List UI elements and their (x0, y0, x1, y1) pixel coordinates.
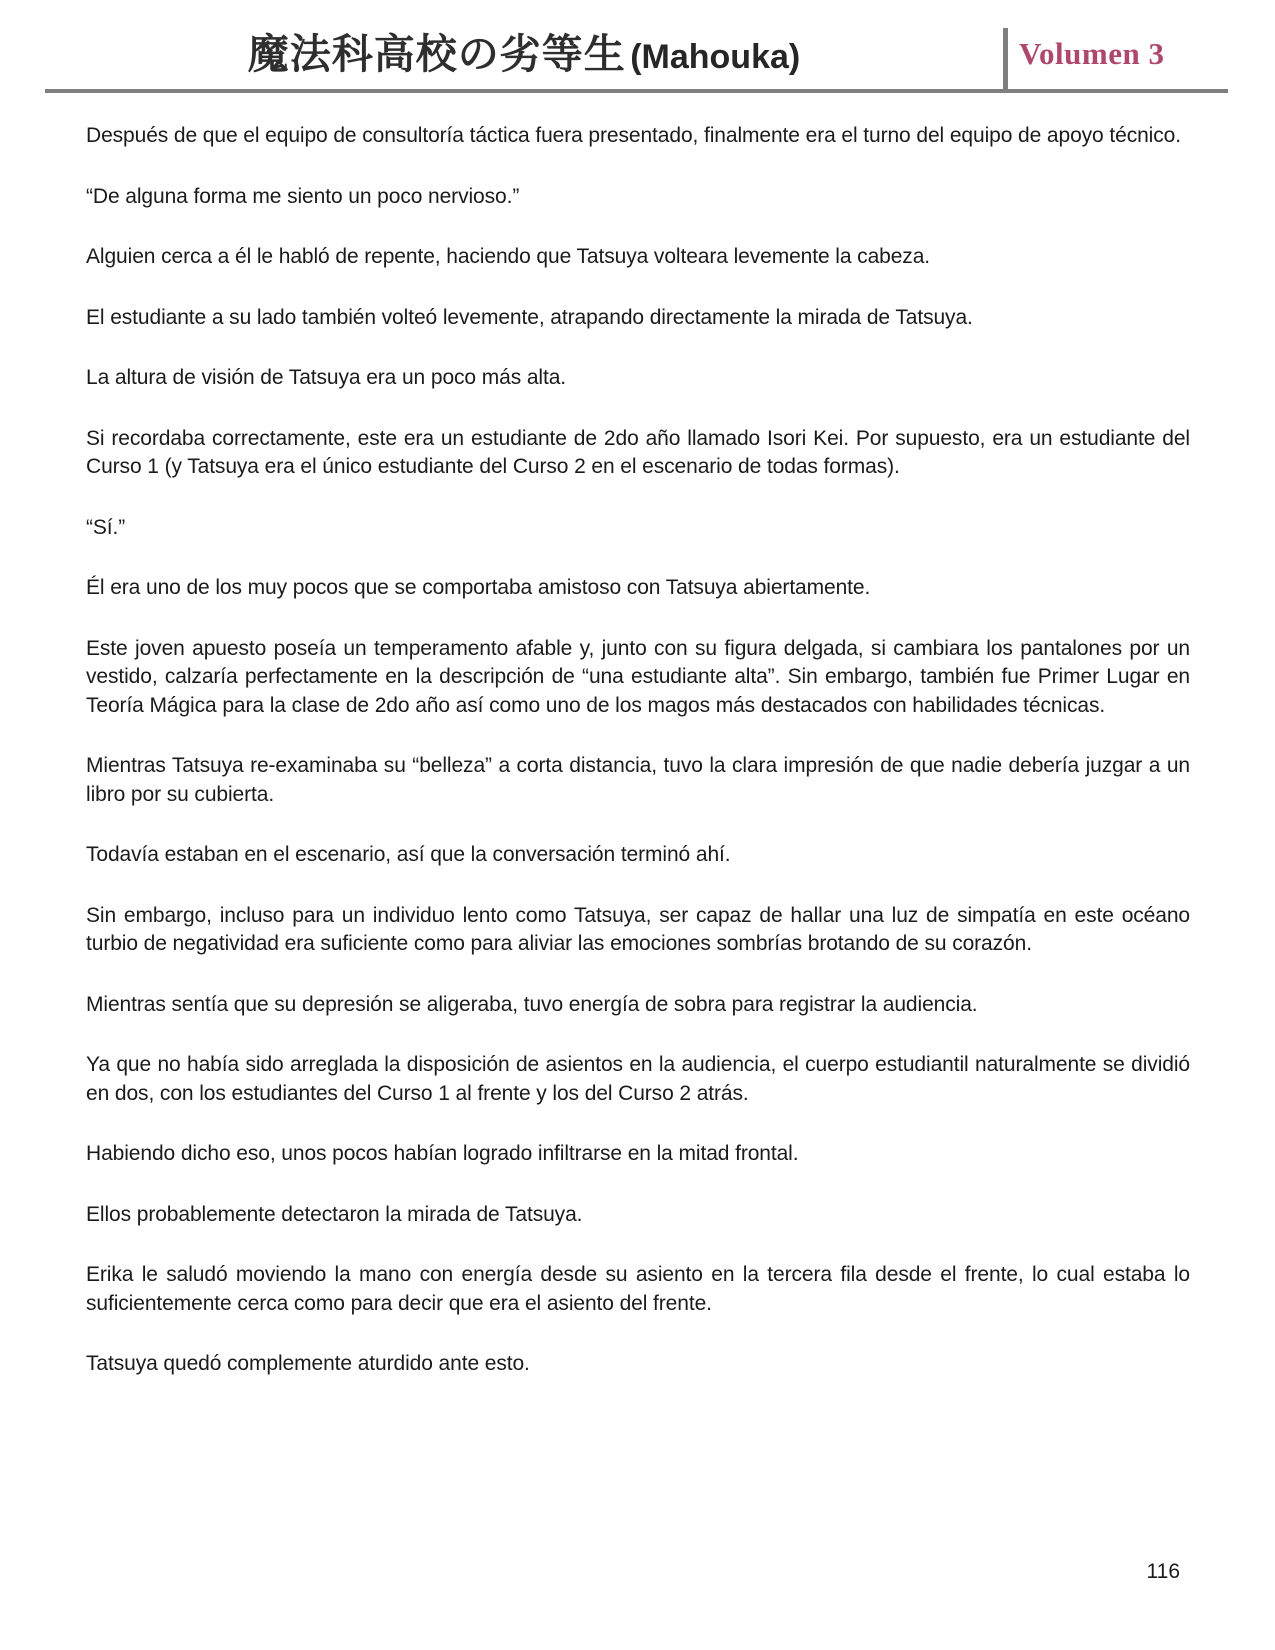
paragraph: Todavía estaban en el escenario, así que la conversación terminó ahí. (86, 843, 731, 866)
paragraph: Habiendo dicho eso, unos pocos habían logrado infiltrarse en la mitad frontal. (86, 1142, 799, 1165)
document-title-japanese: 魔法科高校の劣等生 (247, 31, 626, 77)
header-divider-bar (1003, 28, 1008, 90)
header-rule (45, 89, 1228, 93)
paragraph: Sin embargo, incluso para un individuo lento como Tatsuya, ser capaz de hallar una luz de simpatía en este océano turbio de negatividad era suficiente como para aliviar las emociones sombrías brotando de su corazón. (86, 903, 1190, 955)
page-number: 116 (1146, 1560, 1180, 1583)
paragraph: La altura de visión de Tatsuya era un poco más alta. (86, 366, 567, 389)
volume-badge: Volumen 3 (1019, 36, 1165, 71)
paragraph: Ya que no había sido arreglada la disposición de asientos en la audiencia, el cuerpo estudiantil naturalmente se dividió en dos, con los estudiantes del Curso 1 al frente y los del Curso 2 atrás. (86, 1053, 1190, 1105)
paragraph: “Sí.” (86, 515, 126, 539)
document-body (86, 122, 1190, 1411)
paragraph: Este joven apuesto poseía un temperamento afable y, junto con su figura delgada, si cambiara los pantalones por un vestido, calzaría perfectamente en la descripción de “una estudiante alta”. Sin embargo, también fue Primer Lugar en Teoría Mágica para la clase de 2do año así como uno de los magos más destacados con habilidades técnicas. (86, 636, 1190, 717)
paragraph: “De alguna forma me siento un poco nervioso.” (86, 184, 520, 208)
document-title (45, 26, 1003, 92)
paragraph: Si recordaba correctamente, este era un estudiante de 2do año llamado Isori Kei. Por supuesto, era un estudiante del Curso 1 (y Tatsuya era el único estudiante del Curso 2 en el escenario de todas formas). (86, 426, 1190, 478)
document-title-suffix: (Mahouka) (630, 38, 801, 76)
paragraph: Mientras Tatsuya re-examinaba su “belleza” a corta distancia, tuvo la clara impresión de que nadie debería juzgar a un libro por su cubierta. (86, 754, 1190, 806)
paragraph: El estudiante a su lado también volteó levemente, atrapando directamente la mirada de Tatsuya. (86, 305, 973, 329)
paragraph: Ellos probablemente detectaron la mirada de Tatsuya. (86, 1202, 583, 1226)
paragraph: Él era uno de los muy pocos que se comportaba amistoso con Tatsuya abiertamente. (86, 576, 871, 599)
paragraph: Tatsuya quedó complemente aturdido ante esto. (86, 1352, 530, 1375)
paragraph: Mientras sentía que su depresión se aligeraba, tuvo energía de sobra para registrar la audiencia. (86, 992, 978, 1016)
paragraph: Erika le saludó moviendo la mano con energía desde su asiento en la tercera fila desde el frente, lo cual estaba lo suficientemente cerca como para decir que era el asiento del frente. (86, 1263, 1190, 1315)
paragraph: Alguien cerca a él le habló de repente, haciendo que Tatsuya volteara levemente la cabeza. (86, 245, 931, 268)
paragraph: Después de que el equipo de consultoría táctica fuera presentado, finalmente era el turno del equipo de apoyo técnico. (86, 124, 1181, 147)
